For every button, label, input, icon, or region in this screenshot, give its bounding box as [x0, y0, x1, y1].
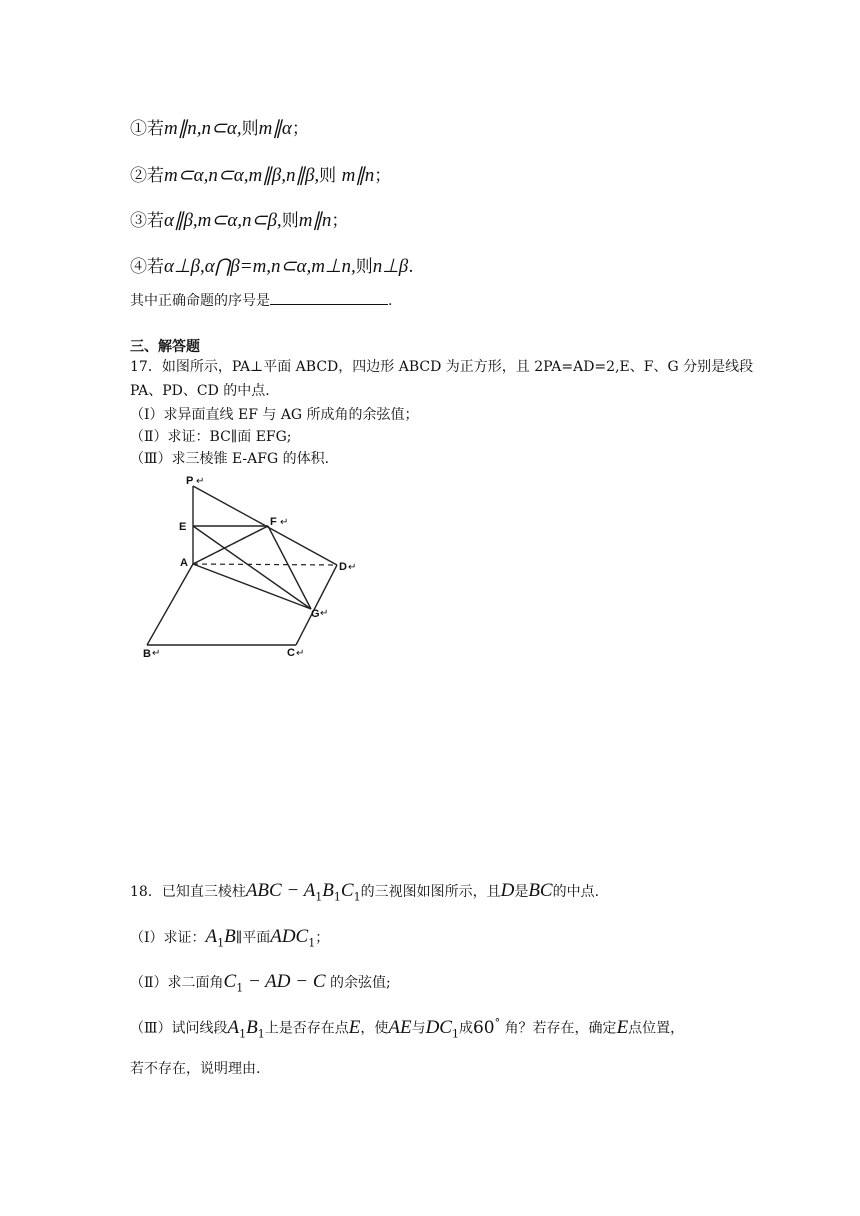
edge-AG — [193, 564, 311, 609]
geometry-figure — [140, 470, 380, 670]
option-4: ④若α⊥β,α⋂β=m,n⊂α,m⊥n,则n⊥β. — [130, 256, 414, 277]
label-G: G — [311, 608, 320, 620]
option-1: ①若m∥n,n⊂α,则m∥α； — [130, 118, 309, 139]
label-A: A — [180, 557, 188, 569]
q17-part2: （Ⅱ）求证：BC∥面 EFG; — [130, 429, 292, 445]
edge-AB — [147, 564, 193, 645]
q18-part3: （Ⅲ）试问线段$A_1B_1$上是否存在点E，使AE与$DC_1$成60° 角？若存在，确定E点位置， — [130, 1016, 685, 1041]
edge-AD-dashed — [193, 564, 337, 565]
svg-text:↵: ↵ — [296, 648, 305, 659]
label-F: F — [270, 516, 277, 528]
q18-part2: （Ⅱ）求二面角$C_1$ − AD − C 的余弦值; — [130, 971, 391, 995]
option-3: ③若α∥β,m⊂α,n⊂β,则m∥n； — [130, 210, 349, 231]
answer-prompt: 其中正确命题的序号是 . — [130, 290, 392, 310]
label-E: E — [179, 521, 187, 533]
q17-line1: 17．如图所示，PA⊥平面 ABCD，四边形 ABCD 为正方形，且 2PA=AD=2,E、F、G 分别是线段 — [130, 359, 754, 375]
label-P: P — [186, 475, 194, 487]
answer-blank[interactable] — [270, 290, 388, 305]
svg-text:↵: ↵ — [196, 476, 205, 487]
q17-part3: （Ⅲ）求三棱锥 E-AFG 的体积. — [130, 451, 330, 467]
label-D: D — [339, 561, 347, 573]
edge-EG — [193, 526, 311, 609]
q17-line2: PA、PD、CD 的中点. — [130, 383, 270, 399]
q17-part1: （Ⅰ）求异面直线 EF 与 AG 所成角的余弦值； — [130, 407, 419, 423]
q18-intro: 18．已知直三棱柱ABC − $A_1B_1C_1$的三视图如图所示，且D是BC的中点. — [130, 880, 600, 904]
q18-part3-line2: 若不存在，说明理由. — [130, 1061, 261, 1077]
svg-text:↵: ↵ — [152, 648, 161, 659]
label-C: C — [287, 647, 295, 659]
section-heading: 三、解答题 — [130, 339, 200, 355]
label-B: B — [143, 648, 151, 660]
option-2: ②若m⊂α,n⊂α,m∥β,n∥β,则 m∥n； — [130, 165, 392, 186]
svg-text:↵: ↵ — [280, 517, 289, 528]
svg-text:↵: ↵ — [320, 608, 329, 619]
svg-text:↵: ↵ — [348, 562, 357, 573]
q18-part1: （Ⅰ）求证：$A_1B\parallel$平面$ADC_1$； — [130, 926, 330, 950]
